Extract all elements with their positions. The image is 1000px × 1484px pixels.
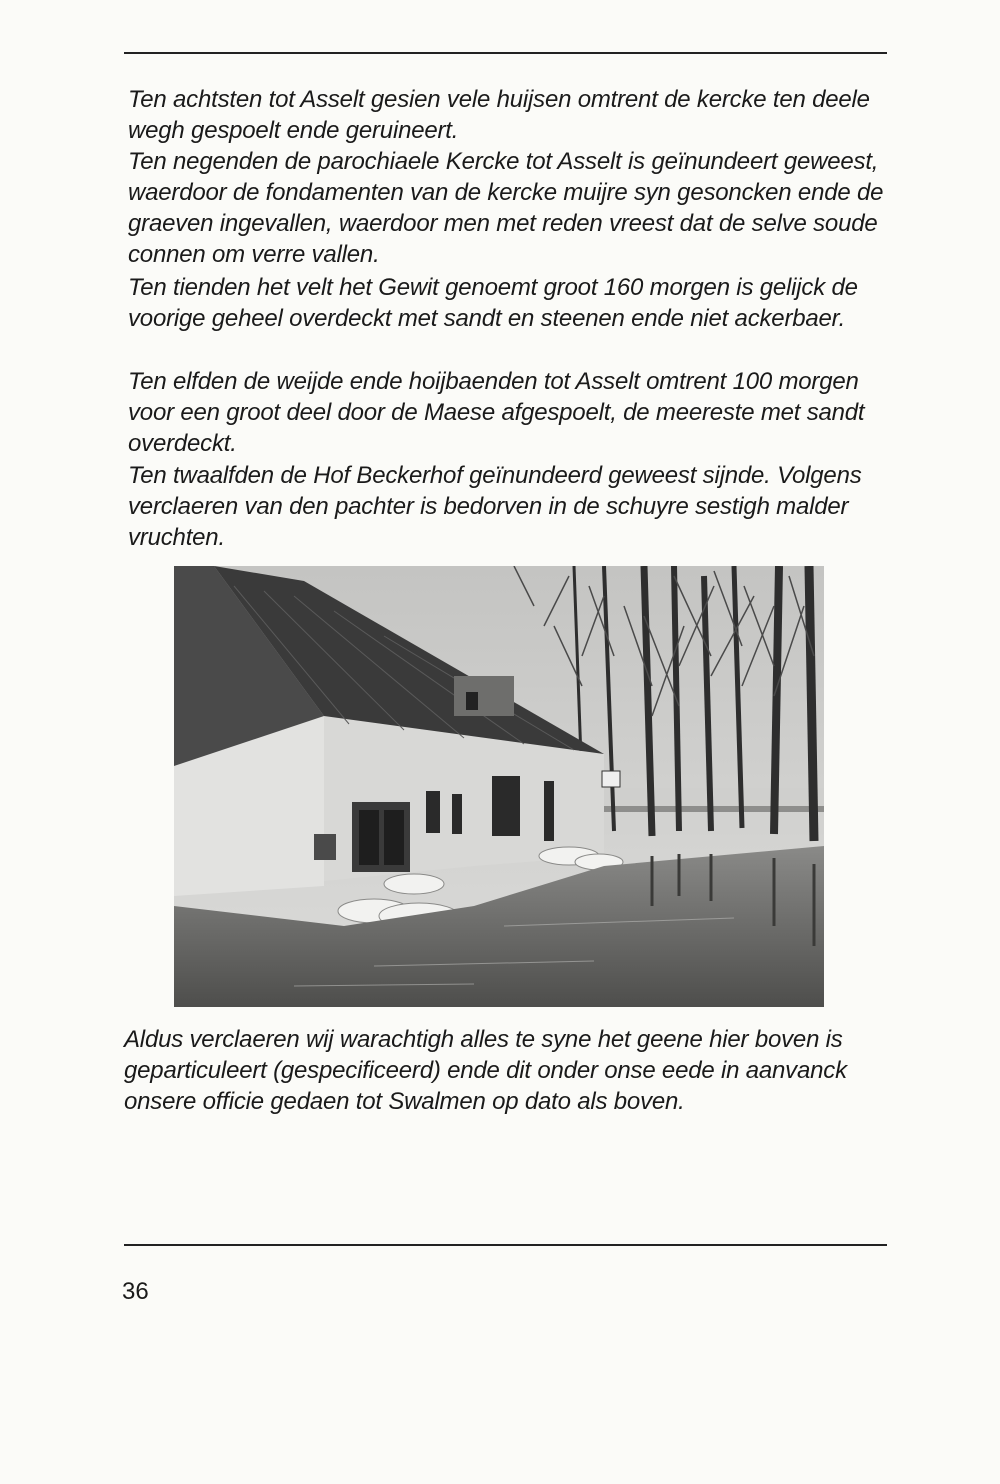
paragraph-achtsten: Ten achtsten tot Asselt gesien vele huijsen omtrent de kercke ten deele wegh gespoelt ende geruineert. <box>128 86 870 144</box>
paragraph-twaalfden: Ten twaalfden de Hof Beckerhof geïnundeerd geweest sijnde. Volgens verclaeren van den pachter is bedorven in de schuyre sestigh malder vruchten. <box>128 462 862 551</box>
paragraph-negenden: Ten negenden de parochiaele Kercke tot Asselt is geïnundeert geweest, waerdoor de fondamenten van de kercke muijre syn gesoncken ende de graeven ingevallen, waerdoor men met reden vreest dat de selve soude connen om verre vallen. <box>128 148 884 268</box>
top-rule <box>124 52 887 54</box>
bottom-rule <box>124 1244 887 1246</box>
paragraph-tienden: Ten tienden het velt het Gewit genoemt groot 160 morgen is gelijck de voorige geheel overdeckt met sandt en steenen ende niet ackerbaer. <box>128 274 858 332</box>
closing-paragraph: Aldus verclaeren wij warachtigh alles te syne het geene hier boven is geparticuleert (gespecificeerd) ende dit onder onse eede in aanvanck onsere officie gedaen tot Swalmen op dato als boven. <box>124 1026 847 1115</box>
flooded-farmhouse-photo <box>174 566 824 1007</box>
page-number: 36 <box>122 1278 149 1305</box>
paragraph-elfden: Ten elfden de weijde ende hoijbaenden tot Asselt omtrent 100 morgen voor een groot deel door de Maese afgespoelt, de meereste met sandt overdeckt. <box>128 368 865 457</box>
